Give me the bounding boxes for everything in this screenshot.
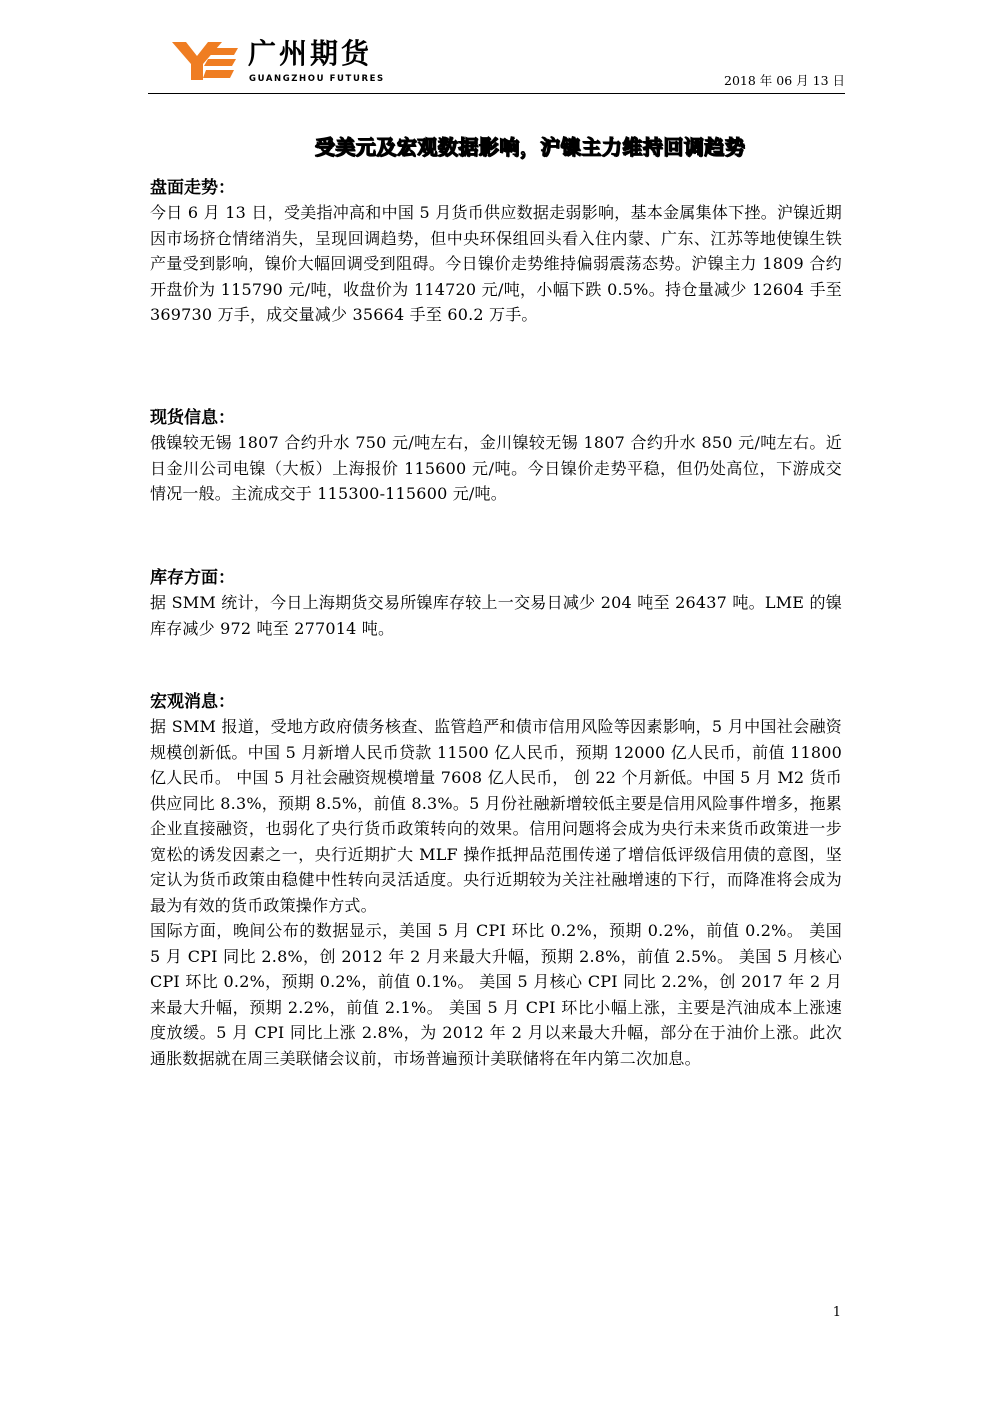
section-heading: 现货信息： xyxy=(150,408,235,428)
report-title: 受美元及宏观数据影响，沪镍主力维持回调趋势 xyxy=(314,135,746,159)
logo-mark-icon xyxy=(170,40,240,84)
logo-english-name: GUANGZHOU FUTURES xyxy=(249,74,385,84)
section-body: 据 SMM 报道，受地方政府债务核查、监管趋严和债市信用风险等因素影响，5 月中国社会融资规模创新低。中国 5 月新增人民币贷款 11500 亿人民币，预期 12000 亿人民币，前值 11800 亿人民币。 中国 5 月社会融资规模增量 7608 亿人民币， 创 22 个月新低。中国 5 月 M2 货币供应同比 8.3%，预期 8.5%，前值 8.3%。5 月份社融新增较低主要是信用风险事件增多，拖累企业直接融资，也弱化了央行货币政策转向的效果。信用问题将会成为央行未来货币政策进一步宽松的诱发因素之一，央行近期扩大 MLF 操作抵押品范围传递了增信低评级信用债的意图，坚定认为货币政策由稳健中性转向灵活适度。央行近期较为关注社融增速的下行，而降准将会成为最为有效的货币政策操作方式。 xyxy=(150,717,842,915)
section-inventory xyxy=(150,566,842,641)
section-market-trend xyxy=(150,176,842,328)
header-divider xyxy=(148,93,845,94)
section-heading: 库存方面： xyxy=(150,568,235,588)
section-body: 俄镍较无锡 1807 合约升水 750 元/吨左右，金川镍较无锡 1807 合约升水 850 元/吨左右。近日金川公司电镍（大板）上海报价 115600 元/吨。今日镍价走势平稳，但仍处高位，下游成交情况一般。主流成交于 115300-115600 元/吨。 xyxy=(150,433,842,503)
report-date: 2018 年 06 月 13 日 xyxy=(724,73,845,88)
section-heading: 盘面走势： xyxy=(150,178,235,198)
section-heading: 宏观消息： xyxy=(150,692,235,712)
page-number: 1 xyxy=(832,1305,841,1320)
page-header xyxy=(148,30,845,94)
section-body: 今日 6 月 13 日，受美指冲高和中国 5 月货币供应数据走弱影响，基本金属集体下挫。沪镍近期因市场挤仓情绪消失，呈现回调趋势，但中央环保组回头看入住内蒙、广东、江苏等地使镍生铁产量受到影响，镍价大幅回调受到阻碍。今日镍价走势维持偏弱震荡态势。沪镍主力 1809 合约开盘价为 115790 元/吨，收盘价为 114720 元/吨，小幅下跌 0.5%。持仓量减少 12604 手至 369730 万手，成交量减少 35664 手至 60.2 万手。 xyxy=(150,203,842,324)
logo-chinese-name: 广州期货 xyxy=(248,37,373,70)
section-spot-info xyxy=(150,406,842,507)
section-macro-news xyxy=(150,690,842,1071)
company-logo xyxy=(170,36,390,86)
section-body: 据 SMM 统计，今日上海期货交易所镍库存较上一交易日减少 204 吨至 26437 吨。LME 的镍库存减少 972 吨至 277014 吨。 xyxy=(150,593,842,638)
section-body-international: 国际方面，晚间公布的数据显示，美国 5 月 CPI 环比 0.2%，预期 0.2%，前值 0.2%。 美国 5 月 CPI 同比 2.8%，创 2012 年 2 月来最大升幅，预期 2.8%，前值 2.5%。 美国 5 月核心 CPI 环比 0.2%，预期 0.2%，前值 0.1%。 美国 5 月核心 CPI 同比 2.2%，创 2017 年 2 月来最大升幅，预期 2.2%，前值 2.1%。 美国 5 月 CPI 环比小幅上涨，主要是汽油成本上涨速度放缓。5 月 CPI 同比上涨 2.8%，为 2012 年 2 月以来最大升幅，部分在于油价上涨。此次通胀数据就在周三美联储会议前，市场普遍预计美联储将在年内第二次加息。 xyxy=(150,921,842,1068)
